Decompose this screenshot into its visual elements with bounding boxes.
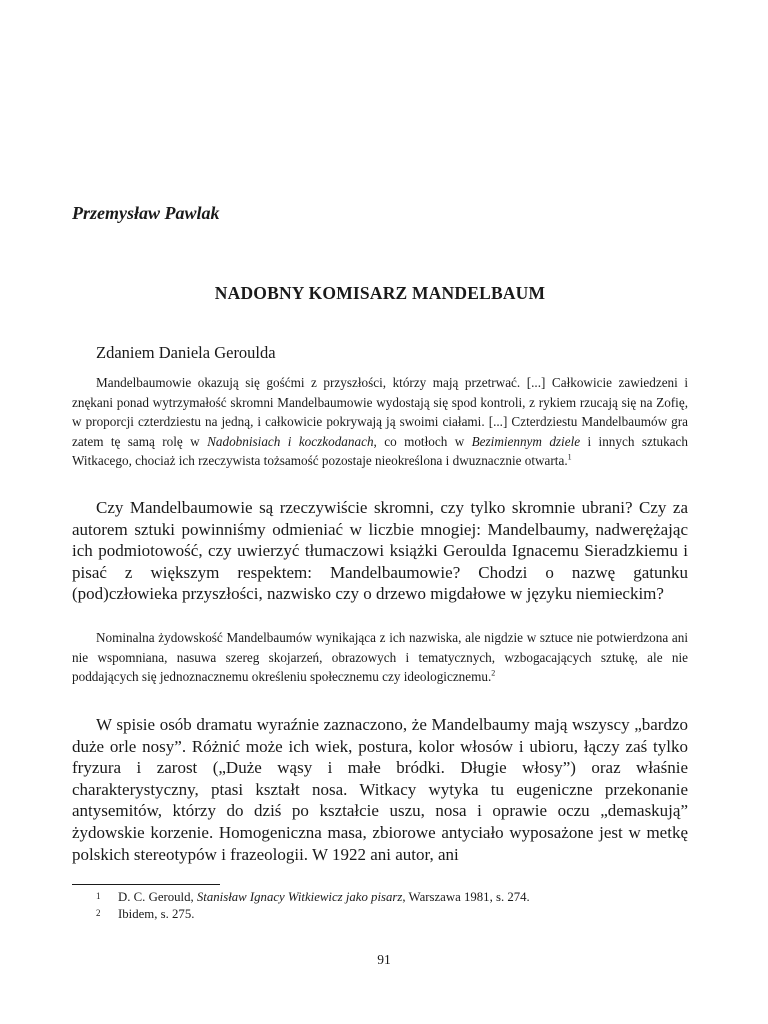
footnote-text (118, 906, 688, 923)
work-title-italic: Nadobnisiach i koczkodanach (207, 433, 374, 449)
author-name: Przemysław Pawlak (72, 203, 220, 223)
footnote-1 (72, 889, 688, 906)
block-quote-1-paragraph (72, 373, 688, 471)
article-title: NADOBNY KOMISARZ MANDELBAUM (214, 283, 546, 303)
block-quote-2-paragraph (72, 628, 688, 687)
body-paragraph-1-text: Czy Mandelbaumowie są rzeczywiście skromni, czy tylko skromnie ubrani? Czy za autorem sztuki powinniśmy odmieniać w liczbie mnogiej: Mandelbaumy, nadwerężając ich podmiotowość, czy uwierzyć tłumaczowi książki Gerouldа Ignacemu Sieradzkiemu i pisać z większym respektem: Mandelbaumowie? Chodzi o nazwę gatunku (pod)człowieka przyszłości, nazwisko czy o drzewo migdałowe w języku niemieckim? (72, 498, 688, 604)
footnotes (72, 889, 688, 923)
footnote-number: 2 (96, 908, 101, 918)
footnote-text-part: D. C. Gerould, (118, 890, 197, 904)
footnote-text-part: , Warszawa 1981, s. 274. (402, 890, 530, 904)
body-paragraph-1 (72, 497, 688, 605)
footnote-ref-1[interactable]: 1 (567, 452, 572, 462)
footnote-ref-2[interactable]: 2 (491, 668, 496, 678)
quote-text: Mandelbaumowie okazują się gośćmi z przyszłości, którzy mają przetrwać. [...] Całkowicie zawiedzeni i znękani ponad wytrzymałość skromni Mandelbaumowie wydostają się spod kontroli, z rykiem rzucają się na Zofię, w proporcji czterdziestu na jedną, i całkowicie pokrywają ją swoimi ciałami. [...] Czterdziestu Mandelbaumów gra zatem tę samą rolę w (72, 375, 688, 449)
footnote-2 (72, 906, 688, 923)
block-quote-1 (72, 373, 688, 471)
quote-text: , co motłoch w (373, 433, 472, 449)
quote-text: Nominalna żydowskość Mandelbaumów wynikająca z ich nazwiska, ale nigdzie w sztuce nie potwierdzona ani nie wspomniana, nasuwa szereg skojarzeń, obrazowych i tematycznych, wzbogacających sztukę, ale nie poddających się jednoznacznemu określeniu społecznemu czy ideologicznemu. (72, 630, 688, 685)
block-quote-2 (72, 628, 688, 687)
footnote-text-part: Ibidem, s. 275. (118, 907, 195, 921)
work-title-italic: Bezimiennym dziele (471, 433, 581, 449)
page-number: 91 (377, 952, 391, 967)
quote-text: i innych sztukach Witkacego, chociaż ich rzeczywista tożsamość pozostaje nieokreślona i dwuznacznie otwarta. (72, 433, 688, 469)
footnote-title-italic: Stanisław Ignacy Witkiewicz jako pisarz (196, 890, 403, 904)
footnote-separator (72, 884, 220, 885)
body-paragraph-2-text: W spisie osób dramatu wyraźnie zaznaczono, że Mandelbaumy mają wszyscy „bardzo duże orle nosy”. Różnić może ich wiek, postura, kolor włosów i ubioru, łączy zaś tylko fryzura i zarost („Duże wąsy i małe bródki. Długie włosy”) oraz właśnie charakterystyczny, ptasi kształt nosa. Witkacy wytyka tu eugeniczne przekonanie antysemitów, którzy do dziś po kształcie uszu, nosa i oprawie oczu „demaskują” żydowskie korzenie. Homogeniczna masa, zbiorowe antyciało wyposażone jest w metkę polskich stereotypów i frazeologii. W 1922 ani autor, ani (72, 715, 688, 864)
footnote-number: 1 (96, 891, 101, 901)
body-paragraph-2 (72, 714, 688, 865)
footnote-text (118, 889, 688, 906)
motto-heading: Zdaniem Daniela Gerouldа (96, 343, 276, 362)
